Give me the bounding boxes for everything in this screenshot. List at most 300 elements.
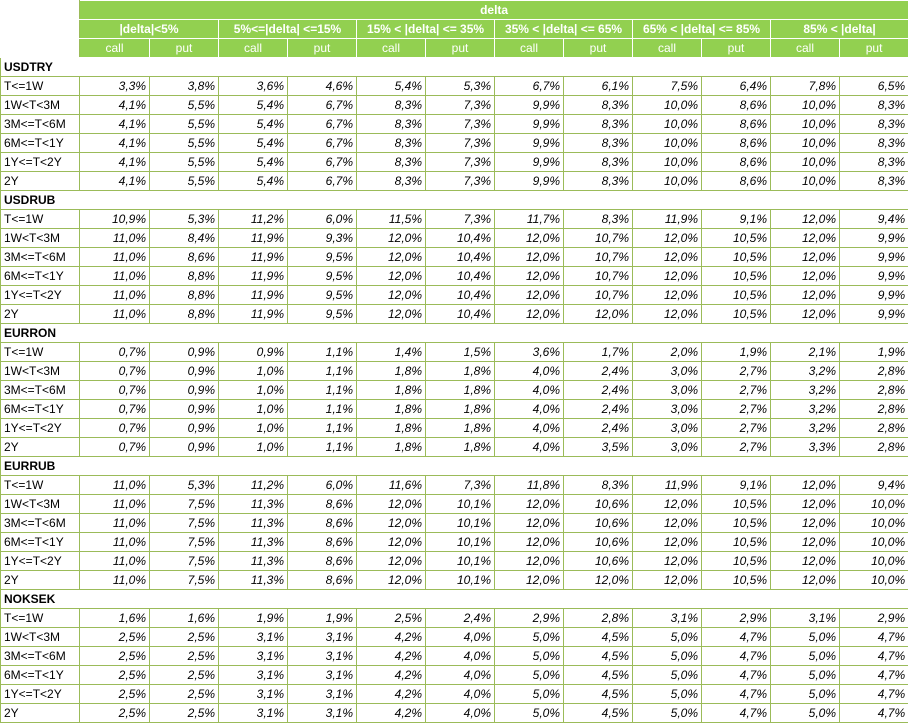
- call-value-cell: 12,0%: [357, 248, 426, 267]
- tenor-label: 2Y: [1, 438, 80, 457]
- put-value-cell: 4,0%: [426, 685, 495, 704]
- put-value-cell: 2,8%: [564, 609, 633, 628]
- table-row: [1, 419, 908, 438]
- put-value-cell: 0,9%: [150, 381, 219, 400]
- call-value-cell: 3,1%: [219, 685, 288, 704]
- empty-cell: [426, 58, 495, 77]
- put-value-cell: 10,1%: [426, 571, 495, 590]
- empty-cell: [80, 191, 150, 210]
- table-row: [1, 552, 908, 571]
- put-value-cell: 5,5%: [150, 134, 219, 153]
- tenor-label: 3M<=T<6M: [1, 514, 80, 533]
- empty-cell: [357, 457, 426, 476]
- tenor-label: 3M<=T<6M: [1, 647, 80, 666]
- pair-row: [1, 191, 908, 210]
- call-value-cell: 3,2%: [771, 419, 840, 438]
- put-value-cell: 9,1%: [702, 476, 771, 495]
- put-value-cell: 1,9%: [288, 609, 357, 628]
- call-value-cell: 5,0%: [633, 704, 702, 723]
- empty-cell: [633, 324, 702, 343]
- call-value-cell: 11,0%: [80, 552, 150, 571]
- put-value-cell: 8,3%: [564, 172, 633, 191]
- tenor-label: 1W<T<3M: [1, 229, 80, 248]
- put-value-cell: 10,5%: [702, 571, 771, 590]
- call-value-cell: 3,6%: [495, 343, 564, 362]
- put-value-cell: 2,4%: [564, 400, 633, 419]
- put-value-cell: 8,3%: [564, 476, 633, 495]
- put-value-cell: 8,6%: [702, 153, 771, 172]
- call-value-cell: 9,9%: [495, 153, 564, 172]
- delta-header: delta: [80, 1, 908, 20]
- put-value-cell: 10,0%: [840, 552, 908, 571]
- put-value-cell: 10,4%: [426, 305, 495, 324]
- empty-cell: [150, 590, 219, 609]
- empty-cell: [150, 324, 219, 343]
- call-value-cell: 5,4%: [219, 153, 288, 172]
- empty-cell: [357, 58, 426, 77]
- put-value-cell: 0,9%: [150, 362, 219, 381]
- put-value-cell: 4,5%: [564, 685, 633, 704]
- tenor-label: 1W<T<3M: [1, 362, 80, 381]
- header-bucket-row: [1, 20, 908, 39]
- corner-cell: [1, 1, 80, 20]
- call-value-cell: 12,0%: [771, 476, 840, 495]
- put-value-cell: 10,6%: [564, 533, 633, 552]
- put-value-cell: 10,0%: [840, 495, 908, 514]
- call-value-cell: 12,0%: [495, 533, 564, 552]
- empty-cell: [771, 457, 840, 476]
- call-value-cell: 11,9%: [219, 267, 288, 286]
- table-header: [1, 1, 908, 58]
- call-value-cell: 2,0%: [633, 343, 702, 362]
- call-value-cell: 5,4%: [357, 77, 426, 96]
- call-value-cell: 12,0%: [633, 533, 702, 552]
- empty-cell: [357, 324, 426, 343]
- table-row: [1, 248, 908, 267]
- put-value-cell: 7,5%: [150, 552, 219, 571]
- call-value-cell: 3,2%: [771, 362, 840, 381]
- call-value-cell: 11,9%: [219, 305, 288, 324]
- call-value-cell: 5,4%: [219, 96, 288, 115]
- empty-cell: [288, 590, 357, 609]
- call-value-cell: 11,9%: [633, 210, 702, 229]
- call-value-cell: 11,3%: [219, 533, 288, 552]
- empty-cell: [702, 457, 771, 476]
- tenor-label: 6M<=T<1Y: [1, 267, 80, 286]
- put-value-cell: 5,3%: [150, 210, 219, 229]
- call-value-cell: 1,4%: [357, 343, 426, 362]
- pair-label: NOKSEK: [1, 590, 80, 609]
- tenor-label: T<=1W: [1, 476, 80, 495]
- put-value-cell: 8,3%: [564, 134, 633, 153]
- put-value-cell: 10,4%: [426, 267, 495, 286]
- table-row: [1, 286, 908, 305]
- call-value-cell: 5,4%: [219, 115, 288, 134]
- corner-cell: [1, 39, 80, 58]
- call-value-cell: 12,0%: [495, 514, 564, 533]
- put-value-cell: 2,4%: [426, 609, 495, 628]
- call-value-cell: 11,0%: [80, 571, 150, 590]
- empty-cell: [80, 58, 150, 77]
- empty-cell: [840, 457, 908, 476]
- put-value-cell: 8,6%: [702, 134, 771, 153]
- call-value-cell: 1,9%: [219, 609, 288, 628]
- call-value-cell: 4,1%: [80, 115, 150, 134]
- call-value-cell: 4,2%: [357, 647, 426, 666]
- put-value-cell: 2,7%: [702, 381, 771, 400]
- tenor-label: 1Y<=T<2Y: [1, 153, 80, 172]
- tenor-label: 3M<=T<6M: [1, 381, 80, 400]
- table-row: [1, 210, 908, 229]
- put-value-cell: 10,5%: [702, 514, 771, 533]
- call-value-cell: 10,0%: [633, 96, 702, 115]
- put-value-cell: 7,3%: [426, 96, 495, 115]
- call-value-cell: 1,0%: [219, 400, 288, 419]
- call-value-cell: 3,0%: [633, 381, 702, 400]
- call-value-cell: 12,0%: [633, 552, 702, 571]
- call-value-cell: 11,3%: [219, 571, 288, 590]
- put-value-cell: 2,8%: [840, 381, 908, 400]
- call-value-cell: 4,2%: [357, 704, 426, 723]
- empty-cell: [633, 590, 702, 609]
- call-value-cell: 3,6%: [219, 77, 288, 96]
- tenor-label: 2Y: [1, 704, 80, 723]
- empty-cell: [426, 324, 495, 343]
- empty-cell: [426, 590, 495, 609]
- put-value-cell: 4,5%: [564, 666, 633, 685]
- put-value-cell: 5,5%: [150, 172, 219, 191]
- call-value-cell: 4,1%: [80, 153, 150, 172]
- empty-cell: [150, 191, 219, 210]
- put-value-cell: 4,7%: [840, 647, 908, 666]
- put-value-cell: 9,9%: [840, 229, 908, 248]
- put-value-cell: 1,8%: [426, 419, 495, 438]
- table-row: [1, 704, 908, 723]
- call-value-cell: 2,1%: [771, 343, 840, 362]
- call-value-cell: 8,3%: [357, 115, 426, 134]
- empty-cell: [150, 457, 219, 476]
- put-value-cell: 4,5%: [564, 647, 633, 666]
- put-value-cell: 5,5%: [150, 153, 219, 172]
- put-value-cell: 8,3%: [564, 153, 633, 172]
- table-row: [1, 343, 908, 362]
- empty-cell: [495, 58, 564, 77]
- put-value-cell: 7,3%: [426, 172, 495, 191]
- empty-cell: [702, 324, 771, 343]
- tenor-label: 3M<=T<6M: [1, 248, 80, 267]
- put-value-cell: 8,6%: [702, 96, 771, 115]
- put-value-cell: 2,4%: [564, 381, 633, 400]
- put-value-cell: 10,4%: [426, 248, 495, 267]
- call-value-cell: 3,1%: [219, 666, 288, 685]
- tenor-label: 1Y<=T<2Y: [1, 286, 80, 305]
- call-value-cell: 12,0%: [633, 495, 702, 514]
- put-value-cell: 8,6%: [702, 172, 771, 191]
- call-header: call: [495, 39, 564, 58]
- call-value-cell: 11,8%: [495, 476, 564, 495]
- table-row: [1, 305, 908, 324]
- put-value-cell: 10,5%: [702, 305, 771, 324]
- call-value-cell: 11,2%: [219, 476, 288, 495]
- put-value-cell: 9,9%: [840, 305, 908, 324]
- call-value-cell: 8,3%: [357, 172, 426, 191]
- call-value-cell: 11,3%: [219, 552, 288, 571]
- call-value-cell: 5,4%: [219, 134, 288, 153]
- empty-cell: [219, 590, 288, 609]
- table-body: [1, 58, 908, 723]
- empty-cell: [495, 191, 564, 210]
- call-value-cell: 11,0%: [80, 305, 150, 324]
- put-value-cell: 4,5%: [564, 704, 633, 723]
- table-row: [1, 400, 908, 419]
- tenor-label: 1W<T<3M: [1, 628, 80, 647]
- header-title-row: [1, 1, 908, 20]
- table-row: [1, 153, 908, 172]
- put-value-cell: 2,5%: [150, 704, 219, 723]
- call-value-cell: 2,5%: [80, 647, 150, 666]
- bucket-header: 35% < |delta| <= 65%: [495, 20, 633, 39]
- call-value-cell: 12,0%: [495, 571, 564, 590]
- call-value-cell: 12,0%: [495, 495, 564, 514]
- call-value-cell: 5,0%: [495, 666, 564, 685]
- table-row: [1, 77, 908, 96]
- call-value-cell: 2,9%: [495, 609, 564, 628]
- put-value-cell: 1,1%: [288, 400, 357, 419]
- call-value-cell: 10,0%: [771, 96, 840, 115]
- empty-cell: [495, 590, 564, 609]
- put-value-cell: 10,7%: [564, 229, 633, 248]
- empty-cell: [633, 457, 702, 476]
- put-value-cell: 10,1%: [426, 533, 495, 552]
- call-value-cell: 11,9%: [219, 286, 288, 305]
- put-value-cell: 1,5%: [426, 343, 495, 362]
- put-value-cell: 10,5%: [702, 229, 771, 248]
- call-value-cell: 5,0%: [771, 647, 840, 666]
- call-value-cell: 1,8%: [357, 381, 426, 400]
- call-value-cell: 11,0%: [80, 229, 150, 248]
- call-value-cell: 10,0%: [771, 115, 840, 134]
- put-value-cell: 10,5%: [702, 495, 771, 514]
- empty-cell: [288, 324, 357, 343]
- put-value-cell: 7,3%: [426, 115, 495, 134]
- put-value-cell: 7,3%: [426, 210, 495, 229]
- call-value-cell: 12,0%: [357, 495, 426, 514]
- put-value-cell: 10,6%: [564, 552, 633, 571]
- call-value-cell: 7,8%: [771, 77, 840, 96]
- put-value-cell: 4,7%: [702, 666, 771, 685]
- call-value-cell: 3,2%: [771, 381, 840, 400]
- call-value-cell: 11,2%: [219, 210, 288, 229]
- empty-cell: [564, 58, 633, 77]
- put-value-cell: 4,0%: [426, 628, 495, 647]
- put-value-cell: 6,0%: [288, 210, 357, 229]
- tenor-label: 6M<=T<1Y: [1, 666, 80, 685]
- call-value-cell: 12,0%: [495, 248, 564, 267]
- call-value-cell: 2,5%: [357, 609, 426, 628]
- table-row: [1, 685, 908, 704]
- call-value-cell: 3,1%: [633, 609, 702, 628]
- put-value-cell: 2,5%: [150, 628, 219, 647]
- put-value-cell: 9,5%: [288, 267, 357, 286]
- call-value-cell: 11,0%: [80, 514, 150, 533]
- put-value-cell: 7,5%: [150, 533, 219, 552]
- put-value-cell: 1,8%: [426, 381, 495, 400]
- put-value-cell: 4,6%: [288, 77, 357, 96]
- call-value-cell: 11,0%: [80, 476, 150, 495]
- put-value-cell: 4,0%: [426, 704, 495, 723]
- call-value-cell: 5,0%: [633, 685, 702, 704]
- table-row: [1, 647, 908, 666]
- call-header: call: [771, 39, 840, 58]
- table-row: [1, 381, 908, 400]
- put-value-cell: 10,0%: [840, 533, 908, 552]
- call-value-cell: 12,0%: [633, 229, 702, 248]
- pair-label: EURRUB: [1, 457, 80, 476]
- call-value-cell: 1,0%: [219, 381, 288, 400]
- call-value-cell: 3,0%: [633, 438, 702, 457]
- call-value-cell: 11,0%: [80, 533, 150, 552]
- call-header: call: [219, 39, 288, 58]
- put-value-cell: 6,7%: [288, 134, 357, 153]
- bucket-header: 5%<=|delta| <=15%: [219, 20, 357, 39]
- call-value-cell: 5,0%: [771, 685, 840, 704]
- tenor-label: 2Y: [1, 571, 80, 590]
- table-row: [1, 609, 908, 628]
- put-value-cell: 6,7%: [288, 172, 357, 191]
- put-value-cell: 7,5%: [150, 495, 219, 514]
- table-row: [1, 438, 908, 457]
- call-value-cell: 7,5%: [633, 77, 702, 96]
- call-value-cell: 8,3%: [357, 153, 426, 172]
- empty-cell: [150, 58, 219, 77]
- put-header: put: [150, 39, 219, 58]
- empty-cell: [771, 590, 840, 609]
- put-value-cell: 12,0%: [564, 571, 633, 590]
- call-value-cell: 12,0%: [357, 229, 426, 248]
- pair-label: EURRON: [1, 324, 80, 343]
- put-value-cell: 2,7%: [702, 438, 771, 457]
- put-value-cell: 6,1%: [564, 77, 633, 96]
- empty-cell: [426, 457, 495, 476]
- empty-cell: [495, 457, 564, 476]
- put-value-cell: 4,0%: [426, 666, 495, 685]
- empty-cell: [564, 191, 633, 210]
- put-value-cell: 2,8%: [840, 438, 908, 457]
- call-value-cell: 4,1%: [80, 172, 150, 191]
- call-value-cell: 8,3%: [357, 96, 426, 115]
- put-value-cell: 8,6%: [288, 571, 357, 590]
- call-value-cell: 11,3%: [219, 514, 288, 533]
- call-value-cell: 3,2%: [771, 400, 840, 419]
- call-value-cell: 10,9%: [80, 210, 150, 229]
- put-value-cell: 8,3%: [840, 153, 908, 172]
- put-value-cell: 7,5%: [150, 514, 219, 533]
- put-value-cell: 10,5%: [702, 267, 771, 286]
- call-value-cell: 2,5%: [80, 666, 150, 685]
- table-row: [1, 514, 908, 533]
- call-header: call: [80, 39, 150, 58]
- call-value-cell: 1,6%: [80, 609, 150, 628]
- put-value-cell: 8,8%: [150, 286, 219, 305]
- put-value-cell: 9,9%: [840, 267, 908, 286]
- call-value-cell: 12,0%: [633, 248, 702, 267]
- put-value-cell: 10,5%: [702, 552, 771, 571]
- call-value-cell: 12,0%: [495, 286, 564, 305]
- put-value-cell: 2,7%: [702, 419, 771, 438]
- call-value-cell: 3,0%: [633, 419, 702, 438]
- put-value-cell: 8,3%: [840, 134, 908, 153]
- put-value-cell: 1,1%: [288, 438, 357, 457]
- put-value-cell: 8,6%: [150, 248, 219, 267]
- empty-cell: [219, 457, 288, 476]
- put-value-cell: 10,5%: [702, 533, 771, 552]
- call-value-cell: 5,0%: [495, 647, 564, 666]
- put-value-cell: 1,8%: [426, 438, 495, 457]
- call-value-cell: 1,0%: [219, 419, 288, 438]
- call-value-cell: 3,0%: [633, 400, 702, 419]
- call-value-cell: 11,9%: [219, 248, 288, 267]
- put-value-cell: 3,1%: [288, 647, 357, 666]
- empty-cell: [80, 590, 150, 609]
- put-value-cell: 10,7%: [564, 267, 633, 286]
- call-value-cell: 3,3%: [80, 77, 150, 96]
- header-callput-row: [1, 39, 908, 58]
- tenor-label: T<=1W: [1, 77, 80, 96]
- call-value-cell: 12,0%: [633, 286, 702, 305]
- tenor-label: 6M<=T<1Y: [1, 533, 80, 552]
- empty-cell: [702, 590, 771, 609]
- put-value-cell: 8,3%: [840, 115, 908, 134]
- put-value-cell: 1,1%: [288, 419, 357, 438]
- call-value-cell: 10,0%: [633, 134, 702, 153]
- bucket-header: 85% < |delta|: [771, 20, 908, 39]
- empty-cell: [357, 590, 426, 609]
- empty-cell: [219, 58, 288, 77]
- tenor-label: 1Y<=T<2Y: [1, 419, 80, 438]
- put-value-cell: 8,3%: [840, 96, 908, 115]
- put-value-cell: 2,9%: [840, 609, 908, 628]
- empty-cell: [633, 191, 702, 210]
- put-value-cell: 10,6%: [564, 514, 633, 533]
- empty-cell: [771, 58, 840, 77]
- put-value-cell: 7,3%: [426, 134, 495, 153]
- pair-label: USDRUB: [1, 191, 80, 210]
- call-value-cell: 11,3%: [219, 495, 288, 514]
- call-value-cell: 5,0%: [633, 628, 702, 647]
- put-value-cell: 4,7%: [702, 628, 771, 647]
- put-value-cell: 6,7%: [288, 115, 357, 134]
- call-value-cell: 6,7%: [495, 77, 564, 96]
- call-value-cell: 4,0%: [495, 438, 564, 457]
- call-value-cell: 9,9%: [495, 134, 564, 153]
- put-value-cell: 9,5%: [288, 305, 357, 324]
- put-value-cell: 3,5%: [564, 438, 633, 457]
- call-value-cell: 10,0%: [771, 172, 840, 191]
- empty-cell: [840, 58, 908, 77]
- empty-cell: [357, 191, 426, 210]
- put-value-cell: 7,5%: [150, 571, 219, 590]
- call-value-cell: 5,0%: [771, 666, 840, 685]
- call-value-cell: 4,1%: [80, 96, 150, 115]
- put-value-cell: 2,4%: [564, 362, 633, 381]
- put-value-cell: 8,3%: [564, 96, 633, 115]
- put-value-cell: 4,7%: [840, 704, 908, 723]
- pair-row: [1, 58, 908, 77]
- call-value-cell: 4,0%: [495, 419, 564, 438]
- put-value-cell: 2,8%: [840, 362, 908, 381]
- call-value-cell: 5,4%: [219, 172, 288, 191]
- call-value-cell: 12,0%: [771, 229, 840, 248]
